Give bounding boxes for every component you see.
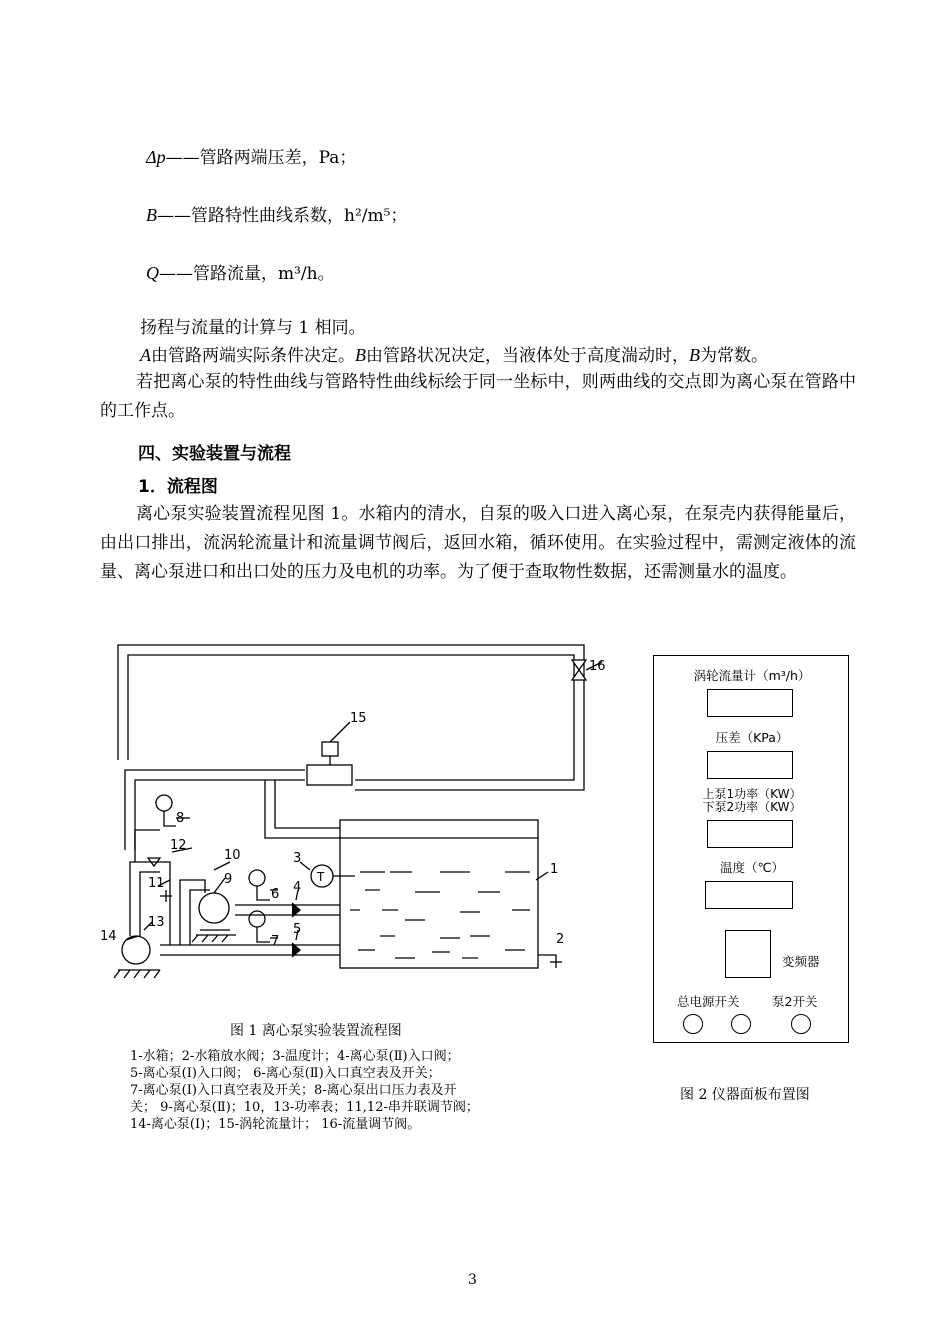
pressure-label: 压差（KPa） — [715, 730, 789, 745]
symbol: B — [146, 205, 157, 225]
pump1-power-label: 上泵1功率（KW） — [702, 787, 802, 801]
pump2-switch-label: 泵2开关 — [772, 994, 818, 1009]
label-6: 6 — [271, 887, 280, 902]
flowmeter-display — [707, 689, 793, 717]
main-switch-label: 总电源开关 — [677, 994, 740, 1009]
label-3: 3 — [293, 851, 302, 866]
temperature-label: 温度（℃） — [719, 860, 785, 875]
pressure-gauge-8 — [156, 795, 172, 811]
symbol-b: B — [355, 345, 366, 365]
main-power-switch[interactable] — [683, 1014, 703, 1034]
label-13: 13 — [148, 915, 165, 930]
figure1-diagram — [95, 640, 625, 990]
label-7: 7 — [271, 934, 280, 949]
text-a: 由管路两端实际条件决定。 — [151, 346, 355, 366]
pressure-display — [707, 751, 793, 779]
definition: ——管路特性曲线系数，h²/m⁵； — [157, 206, 408, 226]
power-display — [707, 820, 793, 848]
power-label — [654, 788, 850, 814]
instrument-panel — [653, 655, 849, 1043]
text-b: 由管路状况决定，当液体处于高度湍动时， — [366, 346, 689, 366]
heading-section4: 四、实验装置与流程 — [138, 444, 291, 464]
text-line2 — [140, 341, 768, 370]
label-4: 4 — [293, 880, 302, 895]
pump2-switch[interactable] — [791, 1014, 811, 1034]
text-c: 为常数。 — [700, 346, 768, 366]
page-number: 3 — [468, 1272, 477, 1288]
label-12: 12 — [170, 838, 187, 853]
legend-line: 关； 9-离心泵(Ⅱ)；10，13-功率表；11,12-串并联调节阀； — [130, 1100, 479, 1115]
figure1-caption: 图 1 离心泵实验装置流程图 — [230, 1023, 402, 1039]
symbol-a: A — [140, 345, 151, 365]
thermometer-symbol: T — [317, 870, 325, 884]
definition: ——管路流量，m³/h。 — [159, 264, 335, 284]
definition: ——管路两端压差，Pa； — [165, 148, 357, 168]
vacuum-gauge-7 — [249, 911, 265, 927]
symbol-b2: B — [689, 345, 700, 365]
turbine-flowmeter — [307, 765, 352, 785]
heading-flowchart: 1．流程图 — [138, 477, 218, 497]
def-delta-p — [146, 143, 356, 172]
label-14: 14 — [100, 929, 117, 944]
symbol: Δp — [146, 147, 166, 167]
label-2: 2 — [556, 932, 565, 947]
paragraph-intersection: 若把离心泵的特性曲线与管路特性曲线标绘于同一坐标中，则两曲线的交点即为离心泵在管路中的工作点。 — [100, 372, 856, 421]
water-tank — [340, 820, 538, 968]
legend-line: 5-离心泵(Ⅰ)入口阀； 6-离心泵(Ⅱ)入口真空表及开关； — [130, 1066, 441, 1081]
symbol: Q — [146, 263, 159, 283]
def-q — [146, 259, 335, 288]
vfd-label: 变频器 — [782, 954, 820, 969]
label-15: 15 — [350, 711, 367, 726]
vfd-display — [725, 930, 771, 978]
label-8: 8 — [176, 811, 185, 826]
legend-line: 1-水箱；2-水箱放水阀；3-温度计；4-离心泵(Ⅱ)入口阀； — [130, 1049, 460, 1064]
label-16: 16 — [589, 659, 606, 674]
pump1-switch[interactable] — [731, 1014, 751, 1034]
paragraph-setup: 离心泵实验装置流程见图 1。水箱内的清水，自泵的吸入口进入离心泵，在泵壳内获得能量后，由出口排出，流涡轮流量计和流量调节阀后，返回水箱，循环使用。在实验过程中，需测定液体的流量、离心泵进口和出口处的压力及电机的功率。为了便于查取物性数据，还需测量水的温度。 — [100, 504, 856, 582]
legend-line: 7-离心泵(Ⅰ)入口真空表及开关；8-离心泵出口压力表及开 — [130, 1083, 457, 1098]
vacuum-gauge-6 — [249, 870, 265, 886]
label-9: 9 — [224, 872, 233, 887]
label-10: 10 — [224, 848, 241, 863]
label-11: 11 — [148, 876, 165, 891]
legend-line: 14-离心泵(Ⅰ)；15-涡轮流量计； 16-流量调节阀。 — [130, 1117, 421, 1132]
figure1-legend — [130, 1048, 479, 1133]
pump-ii — [199, 893, 229, 923]
text-line1: 扬程与流量的计算与 1 相同。 — [140, 318, 366, 338]
pump2-power-label: 下泵2功率（KW） — [702, 800, 802, 814]
figure2-caption: 图 2 仪器面板布置图 — [680, 1087, 810, 1103]
temperature-display — [705, 881, 793, 909]
flowmeter-label: 涡轮流量计（m³/h） — [693, 668, 811, 683]
label-5: 5 — [293, 922, 302, 937]
label-1: 1 — [550, 862, 559, 877]
def-b — [146, 201, 407, 230]
